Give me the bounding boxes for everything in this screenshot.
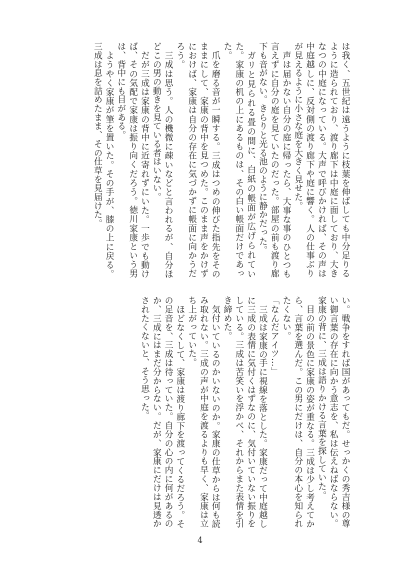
paragraph: ようやく家康が筆を置いた。その手が、膝の上に戻る。三成は息を詰めたまま、その仕草を見届けた。 (92, 42, 115, 278)
paragraph: ほどなくして、家康は渡り廊下を渡ってくるだろう。その足音を、三成は待っていた。自分の心の内に何があるのか、三成にはまだ分からない。だが、家康にだけは見透かされたくないと、そう思った。 (139, 296, 185, 528)
lower-text-block (52, 296, 350, 528)
paragraph: ガリと見られる畳の間に、白紙の帳面が広げられていた。家康の机の上にあるものは、その白い帳面だけであった。 (222, 42, 256, 278)
paragraph: 目の前の景色に家康の姿が重なる。三成は少し考えてから、言葉を選んだ。この男にだけは、自分の本心を知られたくない。 (281, 296, 315, 528)
paragraph: だが三成は家康の背中に近寄れずにいた。一歩でも動けば、その気配で家康は振り向くだろう。徳川家康という男は、背中にも目がある。 (115, 42, 150, 278)
upper-text-block (52, 42, 350, 278)
paragraph: い。戦争をすれば国があってもだ。せっかくの秀吉様の尊い御言葉の存在に向かう意志を、私は伝えねばならない。家康の背に、三成は語りかける言葉を探していた。 (316, 296, 350, 528)
paragraph: 声は届かない自分の庭に帰ったら、大事な事のひとつも言えずに自分の庭を見ていたのだった。部屋の前も渡り廊下も音がない。きらりと光る池のように静かだった。 (257, 42, 292, 278)
paragraph: は我く、五世紀は遠うように枝葉を伸ばしても中分足りるように造られており、渡り廊下は中庭に面しており、大きなつの中庭になっている。大声で呼びかければ、その声は中庭越しに、反対側の渡り廊下や庭に響く。人の仕事ぶりが見えるように小さな庭を大きく見せた。 (292, 42, 350, 278)
page-number: 4 (197, 536, 203, 545)
paragraph: 爪を磨る音が一瞬する。三成はつめの伸びた指先をそのままにして、家康の背中を見つめた。このまま声をかけずにおけば、家康は自分の存在に気づかずに帳面に向かうだろう。 (174, 42, 221, 278)
paragraph: 気付いているのかいないのか。家康の仕草からは何も読み取れない。三成の声が中庭を渡るよりも早く、家康は立ち上がっていた。 (186, 296, 221, 528)
paragraph: 三成は家康の手に視線を落とした。家康だって中庭越しに三成の表情に気付くはずなのに、気付いていない振りをしている。三成は苦笑いを浮かべ、それからまた表情を引き締めた。 (222, 296, 268, 528)
paragraph: 三成は思う。人の機微に疎いなどと言われるが、自分ほどこの男の動きを見ている者はいない。 (151, 42, 174, 278)
dialogue-line: 「なんだアイツ…」 (269, 296, 280, 376)
